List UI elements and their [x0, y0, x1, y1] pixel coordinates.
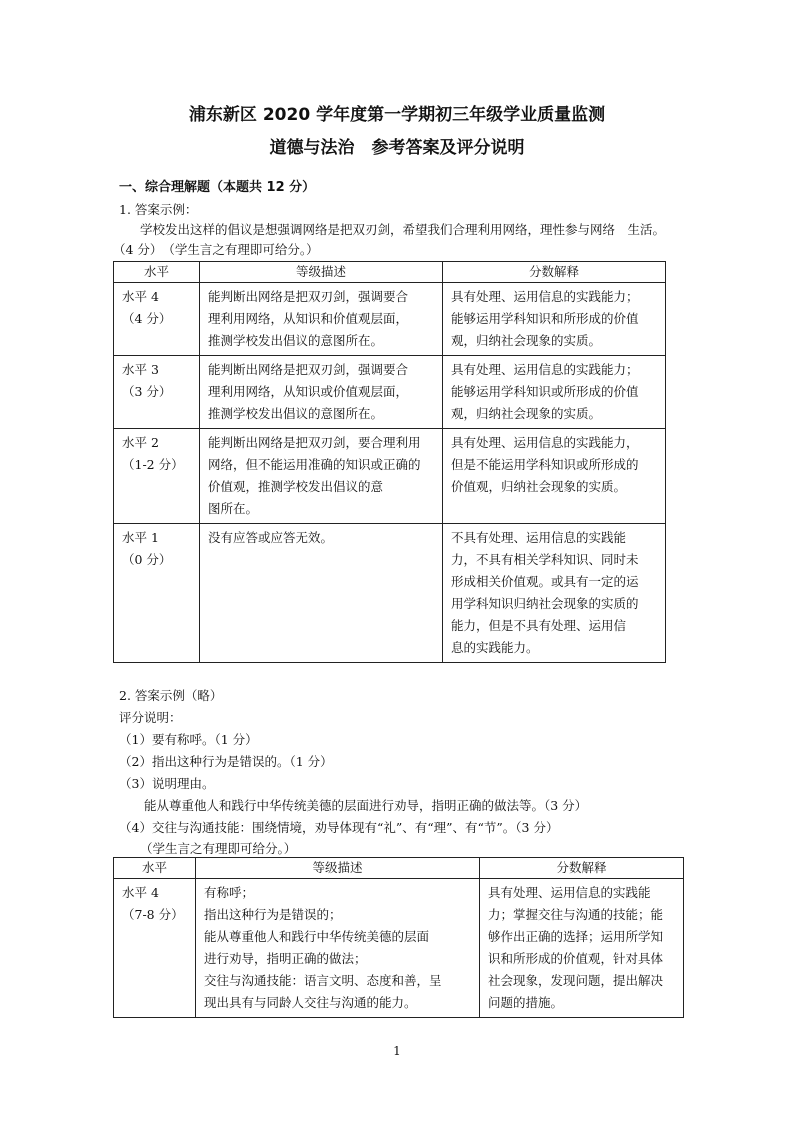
expl-cell — [443, 429, 666, 524]
desc-line: 现出具有与同龄人交往与沟通的能力。 — [204, 995, 417, 1010]
q2-header-level: 水平 — [114, 858, 196, 879]
level-cell — [114, 429, 200, 524]
q1-table-header-row — [114, 262, 666, 283]
desc-line: 交往与沟通技能：语言文明、态度和善，呈 — [204, 973, 442, 988]
table-row — [114, 429, 666, 524]
desc-line: 有称呼； — [204, 885, 255, 900]
level-cell — [114, 524, 200, 663]
expl-line: 能够运用学科知识或所形成的价值 — [451, 384, 639, 399]
desc-cell — [196, 879, 480, 1018]
level-score: （7-8 分） — [122, 907, 184, 922]
q2-eval-label: 评分说明： — [119, 710, 182, 725]
expl-line: 但是不能运用学科知识或所形成的 — [451, 457, 639, 472]
q1-answer: 学校发出这样的倡议是想强调网络是把双刃剑，希望我们合理利用网络，理性参与网络 生活。 — [140, 222, 666, 237]
q2-header-expl: 分数解释 — [480, 858, 684, 879]
q2-rubric-table — [113, 857, 684, 1018]
q1-score-note: （4 分） （学生言之有理即可给分。） — [113, 242, 319, 257]
expl-line: 具有处理、运用信息的实践能力， — [451, 435, 639, 450]
expl-line: 息的实践能力。 — [451, 640, 539, 655]
desc-cell — [200, 356, 443, 429]
desc-line: 能判断出网络是把双刃剑，要合理利用 — [208, 435, 421, 450]
level-score: （0 分） — [122, 552, 172, 567]
level-cell — [114, 283, 200, 356]
level-cell — [114, 879, 196, 1018]
level-label: 水平 2 — [122, 435, 159, 450]
level-cell — [114, 356, 200, 429]
desc-line: 理利用网络，从知识和价值观层面， — [208, 311, 409, 326]
table-row — [114, 524, 666, 663]
expl-line: 问题的措施。 — [488, 995, 564, 1010]
desc-line: 网络，但不能运用准确的知识或正确的 — [208, 457, 421, 472]
expl-line: 具有处理、运用信息的实践能力； — [451, 362, 639, 377]
q2-heading: 2. 答案示例（略） — [119, 688, 223, 703]
table-row — [114, 283, 666, 356]
desc-line: 能从尊重他人和践行中华传统美德的层面 — [204, 929, 430, 944]
document-title: 浦东新区 2020 学年度第一学期初三年级学业质量监测 — [188, 105, 606, 125]
q2-item: （2）指出这种行为是错误的。（1 分） — [119, 754, 333, 769]
q2-note: （学生言之有理即可给分。） — [140, 841, 297, 856]
desc-cell — [200, 524, 443, 663]
expl-line: 力，不具有相关学科知识、同时未 — [451, 552, 639, 567]
expl-line: 用学科知识归纳社会现象的实质的 — [451, 596, 639, 611]
desc-line: 能判断出网络是把双刃剑，强调要合 — [208, 362, 409, 377]
q2-item: （4）交往与沟通技能：围绕情境，劝导体现有“礼”、有“理”、有“节”。（3 分） — [119, 820, 559, 835]
expl-line: 不具有处理、运用信息的实践能 — [451, 530, 627, 545]
q2-item: （1）要有称呼。（1 分） — [119, 732, 258, 747]
level-label: 水平 4 — [122, 885, 159, 900]
expl-cell — [443, 524, 666, 663]
expl-cell — [443, 356, 666, 429]
q1-heading: 1. 答案示例： — [119, 202, 198, 217]
expl-line: 具有处理、运用信息的实践能 — [488, 885, 651, 900]
desc-line: 价值观，推测学校发出倡议的意 — [208, 479, 384, 494]
expl-line: 形成相关价值观。或具有一定的运 — [451, 574, 639, 589]
section-heading: 一、综合理解题（本题共 12 分） — [119, 180, 316, 195]
desc-line: 进行劝导，指明正确的做法； — [204, 951, 367, 966]
table-row — [114, 356, 666, 429]
level-score: （4 分） — [122, 311, 172, 326]
q2-header-desc: 等级描述 — [196, 858, 480, 879]
level-label: 水平 3 — [122, 362, 159, 377]
desc-line: 图所在。 — [208, 501, 259, 516]
expl-line: 力；掌握交往与沟通的技能；能 — [488, 907, 664, 922]
desc-line: 推测学校发出倡议的意图所在。 — [208, 333, 384, 348]
desc-line: 推测学校发出倡议的意图所在。 — [208, 406, 384, 421]
expl-line: 具有处理、运用信息的实践能力； — [451, 289, 639, 304]
expl-line: 观，归纳社会现象的实质。 — [451, 333, 602, 348]
page-number: 1 — [393, 1044, 401, 1058]
q2-item: （3）说明理由。 — [119, 776, 215, 791]
document-subtitle: 道德与法治 参考答案及评分说明 — [269, 138, 525, 158]
q2-item: 能从尊重他人和践行中华传统美德的层面进行劝导，指明正确的做法等。（3 分） — [144, 798, 588, 813]
q1-header-expl: 分数解释 — [443, 262, 666, 283]
q1-header-level: 水平 — [114, 262, 200, 283]
expl-line: 能力，但是不具有处理、运用信 — [451, 618, 627, 633]
q1-header-desc: 等级描述 — [200, 262, 443, 283]
q1-rubric-table — [113, 261, 666, 663]
expl-line: 能够运用学科知识和所形成的价值 — [451, 311, 639, 326]
q2-table-header-row — [114, 858, 684, 879]
level-label: 水平 1 — [122, 530, 159, 545]
expl-line: 社会现象，发现问题，提出解决 — [488, 973, 664, 988]
desc-cell — [200, 283, 443, 356]
table-row — [114, 879, 684, 1018]
level-label: 水平 4 — [122, 289, 159, 304]
desc-cell — [200, 429, 443, 524]
expl-line: 观，归纳社会现象的实质。 — [451, 406, 602, 421]
expl-line: 价值观，归纳社会现象的实质。 — [451, 479, 627, 494]
desc-line: 没有应答或应答无效。 — [208, 530, 334, 545]
expl-cell — [443, 283, 666, 356]
desc-line: 能判断出网络是把双刃剑，强调要合 — [208, 289, 409, 304]
level-score: （3 分） — [122, 384, 172, 399]
desc-line: 理利用网络，从知识或价值观层面， — [208, 384, 409, 399]
desc-line: 指出这种行为是错误的； — [204, 907, 342, 922]
expl-line: 够作出正确的选择；运用所学知 — [488, 929, 664, 944]
level-score: （1-2 分） — [122, 457, 184, 472]
expl-line: 识和所形成的价值观，针对具体 — [488, 951, 664, 966]
expl-cell — [480, 879, 684, 1018]
